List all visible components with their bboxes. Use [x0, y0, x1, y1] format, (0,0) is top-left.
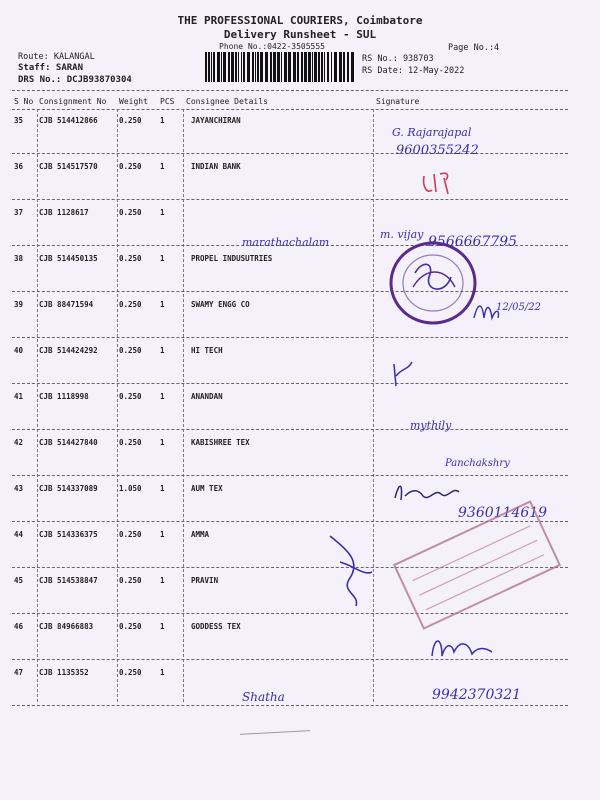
- col-consignment: Consignment No: [39, 97, 107, 106]
- rs-date: RS Date: 12-May-2022: [362, 66, 465, 76]
- barcode-bar: [339, 52, 342, 82]
- row-pcs: 1: [160, 438, 165, 447]
- row-sno: 39: [14, 300, 24, 309]
- row-sno: 42: [14, 438, 24, 447]
- row-pcs: 1: [160, 484, 165, 493]
- phone-number: Phone No.:0422-3505555: [219, 42, 325, 51]
- row-consignment: CJB 1128617: [39, 208, 89, 217]
- barcode-bar: [241, 52, 242, 82]
- row-sno: 41: [14, 392, 24, 401]
- barcode-bar: [238, 52, 239, 82]
- row-consignee: PRAVIN: [191, 576, 219, 585]
- row-consignee: ANANDAN: [191, 392, 223, 401]
- barcode-bar: [324, 52, 325, 82]
- col-pcs: PCS: [160, 97, 175, 106]
- barcode-bar: [208, 52, 210, 82]
- signature-row46-scrawl: [428, 632, 498, 662]
- row-pcs: 1: [160, 530, 165, 539]
- row-consignment: CJB 514337089: [39, 484, 98, 493]
- row-divider: [12, 705, 568, 706]
- barcode-bar: [304, 52, 307, 82]
- header-bottom-rule: [12, 109, 568, 110]
- row-pcs: 1: [160, 622, 165, 631]
- signature-row35-name: G. Rajarajapal: [392, 126, 472, 139]
- signature-row40-scrawl: [388, 358, 418, 392]
- barcode-bar: [235, 52, 237, 82]
- row-sno: 40: [14, 346, 24, 355]
- barcode-bar: [205, 52, 207, 82]
- row-pcs: 1: [160, 576, 165, 585]
- row-consignment: CJB 84966883: [39, 622, 94, 631]
- row-weight: 0.250: [119, 300, 142, 309]
- barcode-bar: [260, 52, 263, 82]
- row-consignee: GODDESS TEX: [191, 622, 241, 631]
- row-consignment: CJB 514450135: [39, 254, 98, 263]
- barcode-bar: [277, 52, 280, 82]
- signature-row43-scrawl: [393, 478, 465, 504]
- barcode-bar: [265, 52, 268, 82]
- row-pcs: 1: [160, 668, 165, 677]
- signature-row39-scrawl: [472, 300, 502, 324]
- row-consignment: CJB 1135352: [39, 668, 89, 677]
- row-pcs: 1: [160, 208, 165, 217]
- signature-row47-name: Shatha: [242, 690, 285, 704]
- row-weight: 0.250: [119, 208, 142, 217]
- row-weight: 0.250: [119, 622, 142, 631]
- row-divider: [12, 383, 568, 384]
- barcode-bar: [314, 52, 317, 82]
- row-weight: 0.250: [119, 668, 142, 677]
- row-sno: 35: [14, 116, 24, 125]
- barcode-bar: [334, 52, 337, 82]
- row-weight: 0.250: [119, 576, 142, 585]
- faded-stamp: [392, 520, 562, 610]
- barcode-bar: [327, 52, 329, 82]
- barcode-bar: [252, 52, 254, 82]
- barcode-bar: [281, 52, 282, 82]
- row-consignment: CJB 1118998: [39, 392, 89, 401]
- col-signature: Signature: [376, 97, 420, 106]
- barcode-bar: [243, 52, 245, 82]
- rs-number: RS No.: 938703: [362, 54, 434, 64]
- barcode-bar: [347, 52, 349, 82]
- signature-row41-name: mythily: [410, 419, 452, 432]
- signature-row43-phone: 9360114619: [458, 505, 548, 521]
- row-consignee: AMMA: [191, 530, 210, 539]
- row-pcs: 1: [160, 300, 165, 309]
- row-divider: [12, 429, 568, 430]
- barcode-bar: [343, 52, 345, 82]
- row-sno: 43: [14, 484, 24, 493]
- barcode-bar: [312, 52, 313, 82]
- row-pcs: 1: [160, 116, 165, 125]
- col-sno: S No: [14, 97, 34, 106]
- barcode-bar: [301, 52, 303, 82]
- signature-row39-date: 12/05/22: [496, 302, 541, 313]
- row-consignee: PROPEL INDUSUTRIES: [191, 254, 273, 263]
- row-consignment: CJB 514412866: [39, 116, 98, 125]
- row-sno: 46: [14, 622, 24, 631]
- row-divider: [12, 199, 568, 200]
- barcode-bar: [217, 52, 220, 82]
- barcode-bar: [211, 52, 212, 82]
- barcode-bar: [255, 52, 256, 82]
- row-sno: 47: [14, 668, 24, 677]
- col-weight: Weight: [119, 97, 148, 106]
- row-pcs: 1: [160, 392, 165, 401]
- row-consignee: KABISHREE TEX: [191, 438, 250, 447]
- row-divider: [12, 337, 568, 338]
- barcode-bar: [293, 52, 296, 82]
- row-consignee: INDIAN BANK: [191, 162, 241, 171]
- row-weight: 0.250: [119, 392, 142, 401]
- barcode-bar: [288, 52, 291, 82]
- page-number: Page No.:4: [448, 43, 500, 53]
- row-weight: 0.250: [119, 346, 142, 355]
- barcode-bar: [221, 52, 222, 82]
- barcode-bar: [351, 52, 354, 82]
- row-pcs: 1: [160, 254, 165, 263]
- signature-row36-red-scribble: [420, 168, 470, 198]
- row-pcs: 1: [160, 162, 165, 171]
- barcode-bar: [321, 52, 323, 82]
- row-weight: 0.250: [119, 254, 142, 263]
- row-consignment: CJB 514517570: [39, 162, 98, 171]
- row-divider: [12, 475, 568, 476]
- barcode-bar: [318, 52, 320, 82]
- barcode-bar: [257, 52, 259, 82]
- route-label: Route: KALANGAL: [18, 52, 95, 62]
- barcode: [205, 52, 355, 84]
- row-consignment: CJB 514424292: [39, 346, 98, 355]
- barcode-bar: [297, 52, 299, 82]
- signature-row37-vijay: m. vijay: [380, 228, 424, 241]
- row-weight: 0.250: [119, 116, 142, 125]
- staff-label: Staff: SARAN: [18, 63, 84, 73]
- barcode-bar: [270, 52, 272, 82]
- row-divider: [12, 613, 568, 614]
- row-consignment: CJB 514336375: [39, 530, 98, 539]
- signature-row37-phone: 9566667795: [428, 234, 518, 250]
- drs-number: DRS No.: DCJB93870304: [18, 75, 132, 85]
- row-pcs: 1: [160, 346, 165, 355]
- row-consignment: CJB 88471594: [39, 300, 94, 309]
- barcode-bar: [223, 52, 226, 82]
- signature-row47-phone: 9942370321: [432, 687, 522, 703]
- row-consignment: CJB 514427840: [39, 438, 98, 447]
- barcode-bar: [228, 52, 230, 82]
- document-title: THE PROFESSIONAL COURIERS, Coimbatore: [177, 14, 423, 27]
- row-consignee: JAYANCHIRAN: [191, 116, 241, 125]
- row-consignment: CJB 514538847: [39, 576, 98, 585]
- row-divider: [12, 153, 568, 154]
- barcode-bar: [247, 52, 250, 82]
- document-subtitle: Delivery Runsheet - SUL: [223, 28, 377, 41]
- signature-row44-scrawl: [320, 532, 380, 612]
- signature-row35-phone: 9600355242: [396, 143, 479, 158]
- col-consignee: Consignee Details: [186, 97, 268, 106]
- row-sno: 38: [14, 254, 24, 263]
- row-weight: 1.050: [119, 484, 142, 493]
- barcode-bar: [308, 52, 311, 82]
- row-consignee: HI TECH: [191, 346, 223, 355]
- row-weight: 0.250: [119, 438, 142, 447]
- barcode-bar: [231, 52, 234, 82]
- signature-row37-name: marathachalam: [242, 236, 330, 249]
- barcode-bar: [284, 52, 287, 82]
- signature-row42-name: Panchakshry: [445, 458, 510, 469]
- barcode-bar: [273, 52, 276, 82]
- row-sno: 37: [14, 208, 24, 217]
- row-sno: 45: [14, 576, 24, 585]
- row-consignee: AUM TEX: [191, 484, 223, 493]
- row-weight: 0.250: [119, 162, 142, 171]
- row-weight: 0.250: [119, 530, 142, 539]
- row-sno: 44: [14, 530, 24, 539]
- row-sno: 36: [14, 162, 24, 171]
- barcode-bar: [331, 52, 332, 82]
- header-top-rule: [12, 90, 568, 91]
- pen-stroke: [240, 730, 310, 735]
- barcode-bar: [213, 52, 215, 82]
- row-consignee: SWAMY ENGG CO: [191, 300, 250, 309]
